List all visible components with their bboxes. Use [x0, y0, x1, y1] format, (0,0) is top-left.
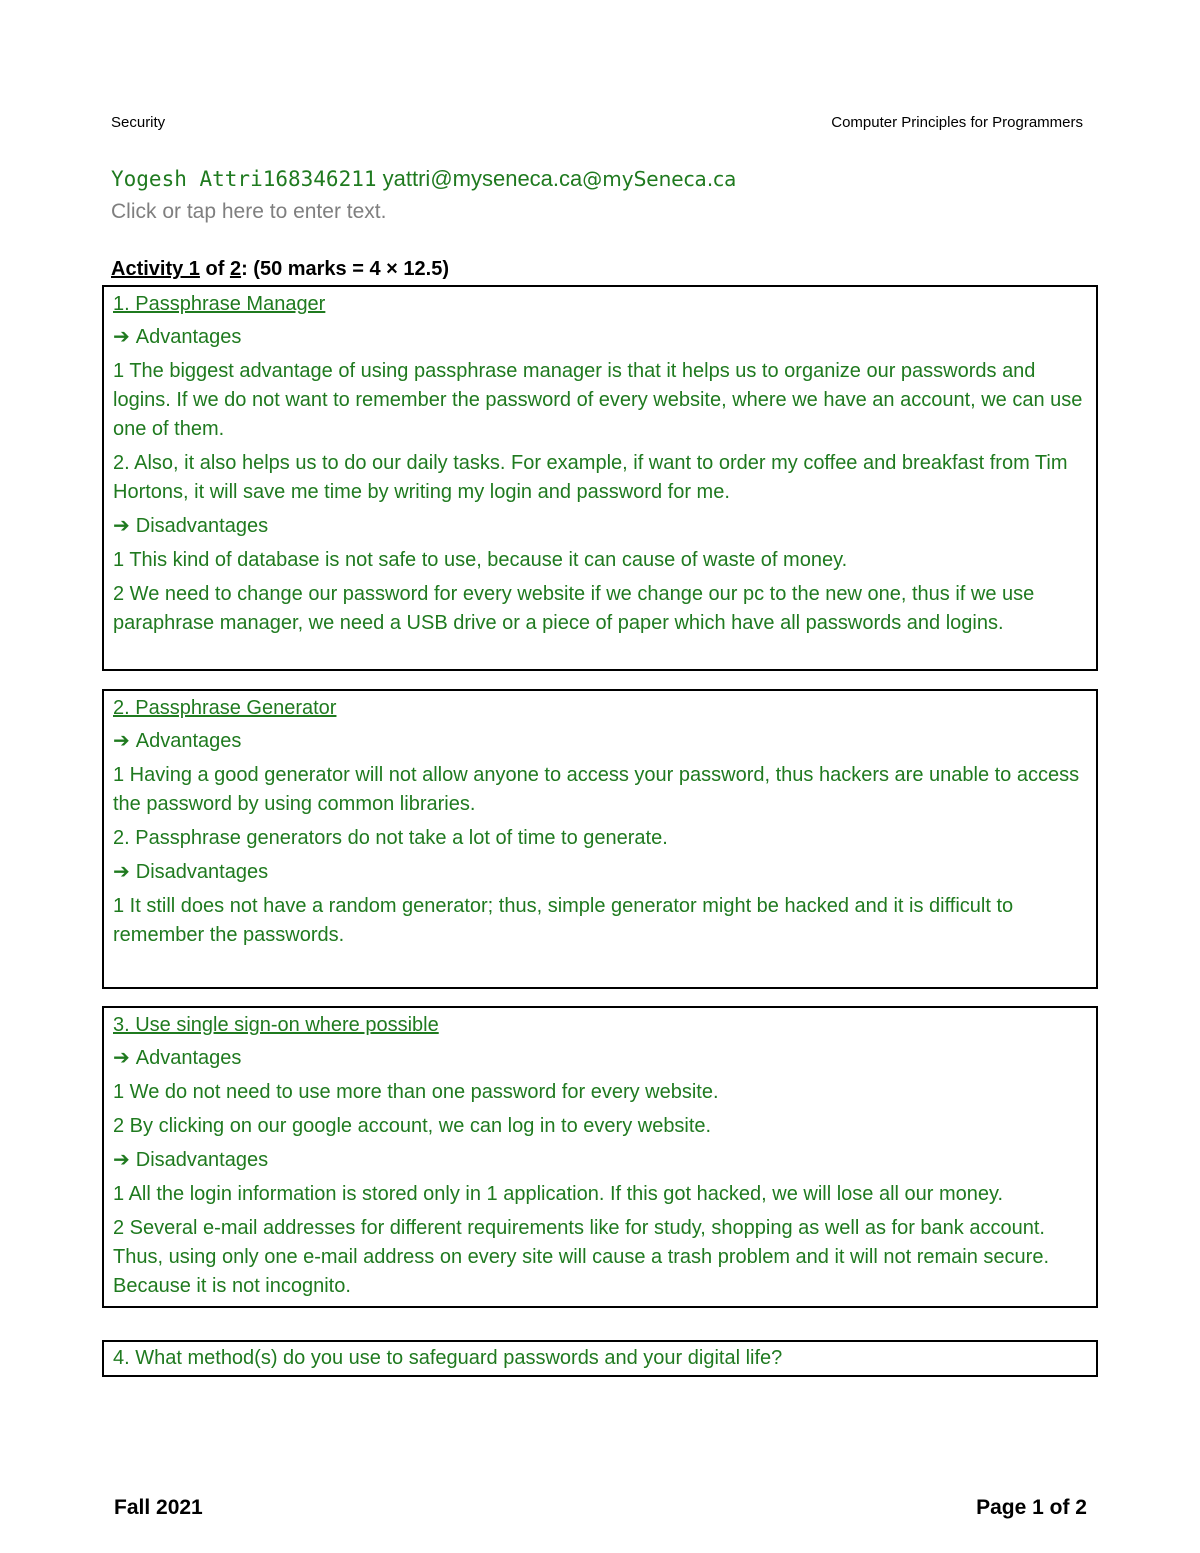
right-arrow-icon: ➔ [113, 326, 130, 348]
disadvantages-label: ➔ Disadvantages [113, 861, 269, 883]
answer-box-passphrase-generator[interactable] [102, 689, 1098, 989]
activity-label: Activity 1 [111, 258, 200, 280]
advantage-item: 2. Also, it also helps us to do our daily tasks. For example, if want to order my coffee and breakfast from Tim Hortons, it will save me time by writing my login and password for me. [113, 452, 1068, 503]
email-domain: @mySeneca.ca [582, 167, 737, 191]
student-info-line[interactable] [111, 166, 736, 192]
footer-page-number: Page 1 of 2 [976, 1496, 1087, 1519]
right-arrow-icon: ➔ [113, 730, 130, 752]
right-arrow-icon: ➔ [113, 1149, 130, 1171]
section-heading: 3. Use single sign-on where possible [113, 1014, 439, 1036]
right-arrow-icon: ➔ [113, 861, 130, 883]
answer-box-single-sign-on[interactable] [102, 1006, 1098, 1308]
section-heading: 1. Passphrase Manager [113, 293, 326, 315]
disadvantage-item: 1 This kind of database is not safe to use, because it can cause of waste of money. [113, 549, 848, 571]
disadvantage-item: 1 All the login information is stored only in 1 application. If this got hacked, we will lose all our money. [113, 1183, 1004, 1205]
student-name[interactable]: Yogesh Attri [111, 167, 263, 191]
advantage-item: 2. Passphrase generators do not take a lot of time to generate. [113, 827, 668, 849]
right-arrow-icon: ➔ [113, 1047, 130, 1069]
answer-box-safeguard-methods[interactable] [102, 1340, 1098, 1377]
section-heading: 2. Passphrase Generator [113, 697, 337, 719]
disadvantage-item: 1 It still does not have a random generator; thus, simple generator might be hacked and it is difficult to remember the passwords. [113, 895, 1014, 946]
advantage-item: 2 By clicking on our google account, we can log in to every website. [113, 1115, 712, 1137]
activity-marks: : (50 marks = 4 × 12.5) [241, 258, 449, 280]
footer-term: Fall 2021 [114, 1496, 203, 1519]
advantages-label: ➔ Advantages [113, 730, 242, 752]
activity-of: of [199, 258, 230, 280]
header-course-section: Security [111, 114, 166, 131]
section-question: 4. What method(s) do you use to safeguard passwords and your digital life? [113, 1347, 783, 1369]
answer-box-passphrase-manager[interactable] [102, 285, 1098, 671]
student-id[interactable]: 168346211 [262, 167, 377, 191]
right-arrow-icon: ➔ [113, 515, 130, 537]
student-email[interactable]: yattri@myseneca.ca [382, 166, 583, 191]
header-course-title: Computer Principles for Programmers [831, 114, 1083, 131]
disadvantage-item: 2 Several e-mail addresses for different requirements like for study, shopping as well as for bank account. Thus, using only one e-mail address on every site will cause a trash problem and it will not remain secure. Because it is not incognito. [113, 1217, 1049, 1297]
advantage-item: 1 The biggest advantage of using passphrase manager is that it helps us to organize our passwords and logins. If we do not want to remember the password of every website, where we have an account, we can use one of them. [113, 360, 1083, 440]
advantage-item: 1 We do not need to use more than one password for every website. [113, 1081, 719, 1103]
advantages-label: ➔ Advantages [113, 1047, 242, 1069]
disadvantages-label: ➔ Disadvantages [113, 515, 269, 537]
activity-count: 2 [229, 258, 242, 280]
advantage-item: 1 Having a good generator will not allow anyone to access your password, thus hackers are unable to access the password by using common libraries. [113, 764, 1080, 815]
disadvantages-label: ➔ Disadvantages [113, 1149, 269, 1171]
text-placeholder-field[interactable]: Click or tap here to enter text. [111, 200, 387, 223]
activity-title [111, 258, 449, 281]
disadvantage-item: 2 We need to change our password for every website if we change our pc to the new one, thus if we use paraphrase manager, we need a USB drive or a piece of paper which have all passwords and logins. [113, 583, 1035, 634]
advantages-label: ➔ Advantages [113, 326, 242, 348]
